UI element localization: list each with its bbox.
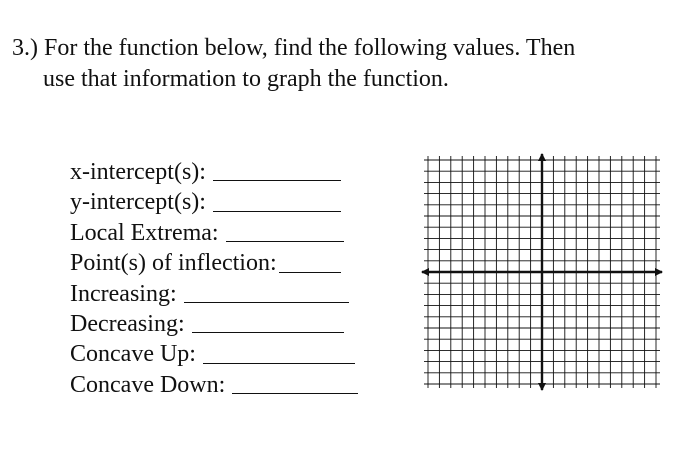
field-inflection-points — [70, 248, 358, 278]
y-axis-arrow-down-icon — [538, 383, 546, 391]
answer-blank[interactable] — [184, 302, 349, 303]
field-label: Concave Up: — [70, 341, 196, 368]
field-concave-down — [70, 370, 358, 400]
field-label: Local Extrema: — [70, 219, 219, 246]
field-y-intercepts — [70, 187, 358, 217]
x-axis-arrow-right-icon — [655, 268, 663, 276]
answer-blank[interactable] — [213, 211, 341, 212]
field-label: Point(s) of inflection: — [70, 250, 277, 277]
field-increasing — [70, 279, 358, 309]
answer-blank[interactable] — [279, 272, 341, 273]
field-decreasing — [70, 309, 358, 339]
answer-blank[interactable] — [213, 180, 341, 181]
x-axis-arrow-left-icon — [421, 268, 429, 276]
answer-fields — [70, 157, 358, 400]
coordinate-grid-svg[interactable] — [420, 152, 664, 392]
problem-line-1: 3.) For the function below, find the following values. Then — [12, 35, 576, 61]
field-local-extrema — [70, 218, 358, 248]
y-axis-arrow-up-icon — [538, 153, 546, 161]
answer-blank[interactable] — [226, 241, 344, 242]
field-label: y-intercept(s): — [70, 189, 206, 216]
answer-blank[interactable] — [192, 332, 344, 333]
problem-statement — [12, 33, 692, 95]
field-label: Concave Down: — [70, 371, 226, 398]
field-label: x-intercept(s): — [70, 159, 206, 185]
answer-blank[interactable] — [203, 363, 355, 364]
answer-blank[interactable] — [232, 393, 358, 394]
coordinate-grid[interactable] — [420, 152, 664, 392]
field-label: Decreasing: — [70, 310, 185, 337]
problem-line-2: use that information to graph the function. — [43, 66, 449, 92]
field-concave-up — [70, 339, 358, 369]
field-x-intercepts — [70, 157, 358, 187]
field-label: Increasing: — [70, 280, 177, 307]
